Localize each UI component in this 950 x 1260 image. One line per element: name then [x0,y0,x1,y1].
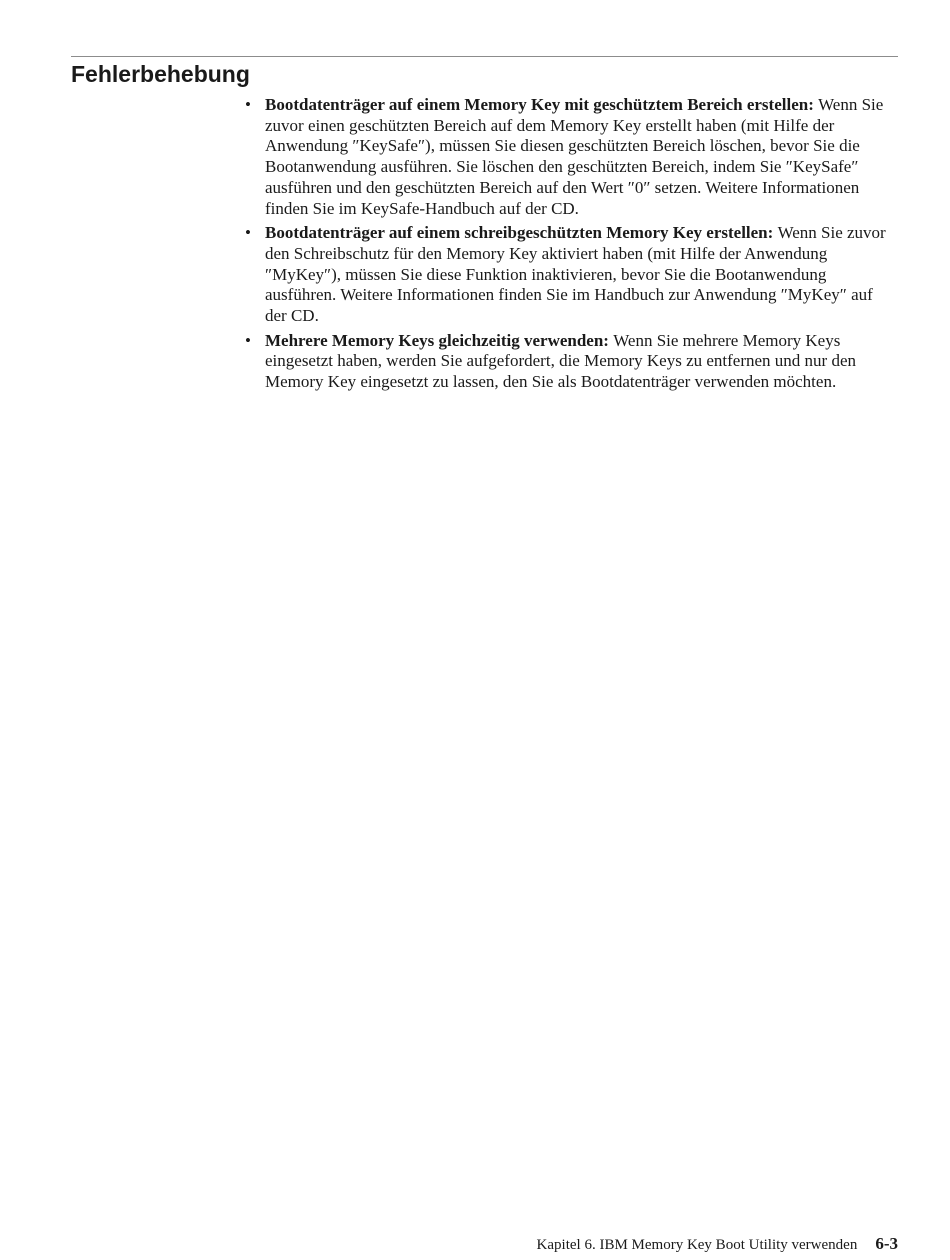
item-term: Bootdatenträger auf einem Memory Key mit geschütztem Bereich erstellen: [265,95,819,114]
item-text: Wenn Sie zuvor einen geschützten Bereich auf dem Memory Key erstellt haben (mit Hilfe der Anwendung ″KeySafe″), müssen Sie diesen geschützten Bereich löschen, bevor Sie die Bootanwendung ausführen. Sie löschen den geschützten Bereich, indem Sie ″KeySafe″ ausführen und den geschützten Bereich auf den Wert ″0″ setzen. Weitere Informationen finden Sie im KeySafe-Handbuch auf der CD. [265,95,884,218]
bullet-icon: • [245,95,251,114]
item-term: Mehrere Memory Keys gleichzeitig verwenden: [265,330,614,350]
bullet-icon: • [245,223,251,243]
page-number: 6-3 [875,1234,898,1253]
page-footer [537,1234,898,1255]
troubleshooting-list [244,95,898,397]
item-text: Wenn Sie zuvor den Schreibschutz für den Memory Key aktiviert haben (mit Hilfe der Anwendung ″MyKey″), müssen Sie diese Funktion inaktivieren, bevor Sie die Bootanwendung ausführen. Weitere Informationen finden Sie im Handbuch zur Anwendung ″MyKey″ auf der CD. [265,223,886,326]
list-item [244,223,898,327]
bullet-icon: • [245,330,251,350]
heading-rule [71,56,898,57]
list-item [244,331,898,393]
item-term: Bootdatenträger auf einem schreibgeschützten Memory Key erstellen: [265,223,778,243]
item-text: Wenn Sie mehrere Memory Keys eingesetzt haben, werden Sie aufgefordert, die Memory Keys zu entfernen und nur den Memory Key eingesetzt zu lassen, den Sie als Bootdatenträger verwenden möchten. [265,330,856,392]
section-heading: Fehlerbehebung [71,61,250,87]
list-item [244,95,898,219]
footer-chapter: Kapitel 6. IBM Memory Key Boot Utility verwenden [536,1237,858,1253]
